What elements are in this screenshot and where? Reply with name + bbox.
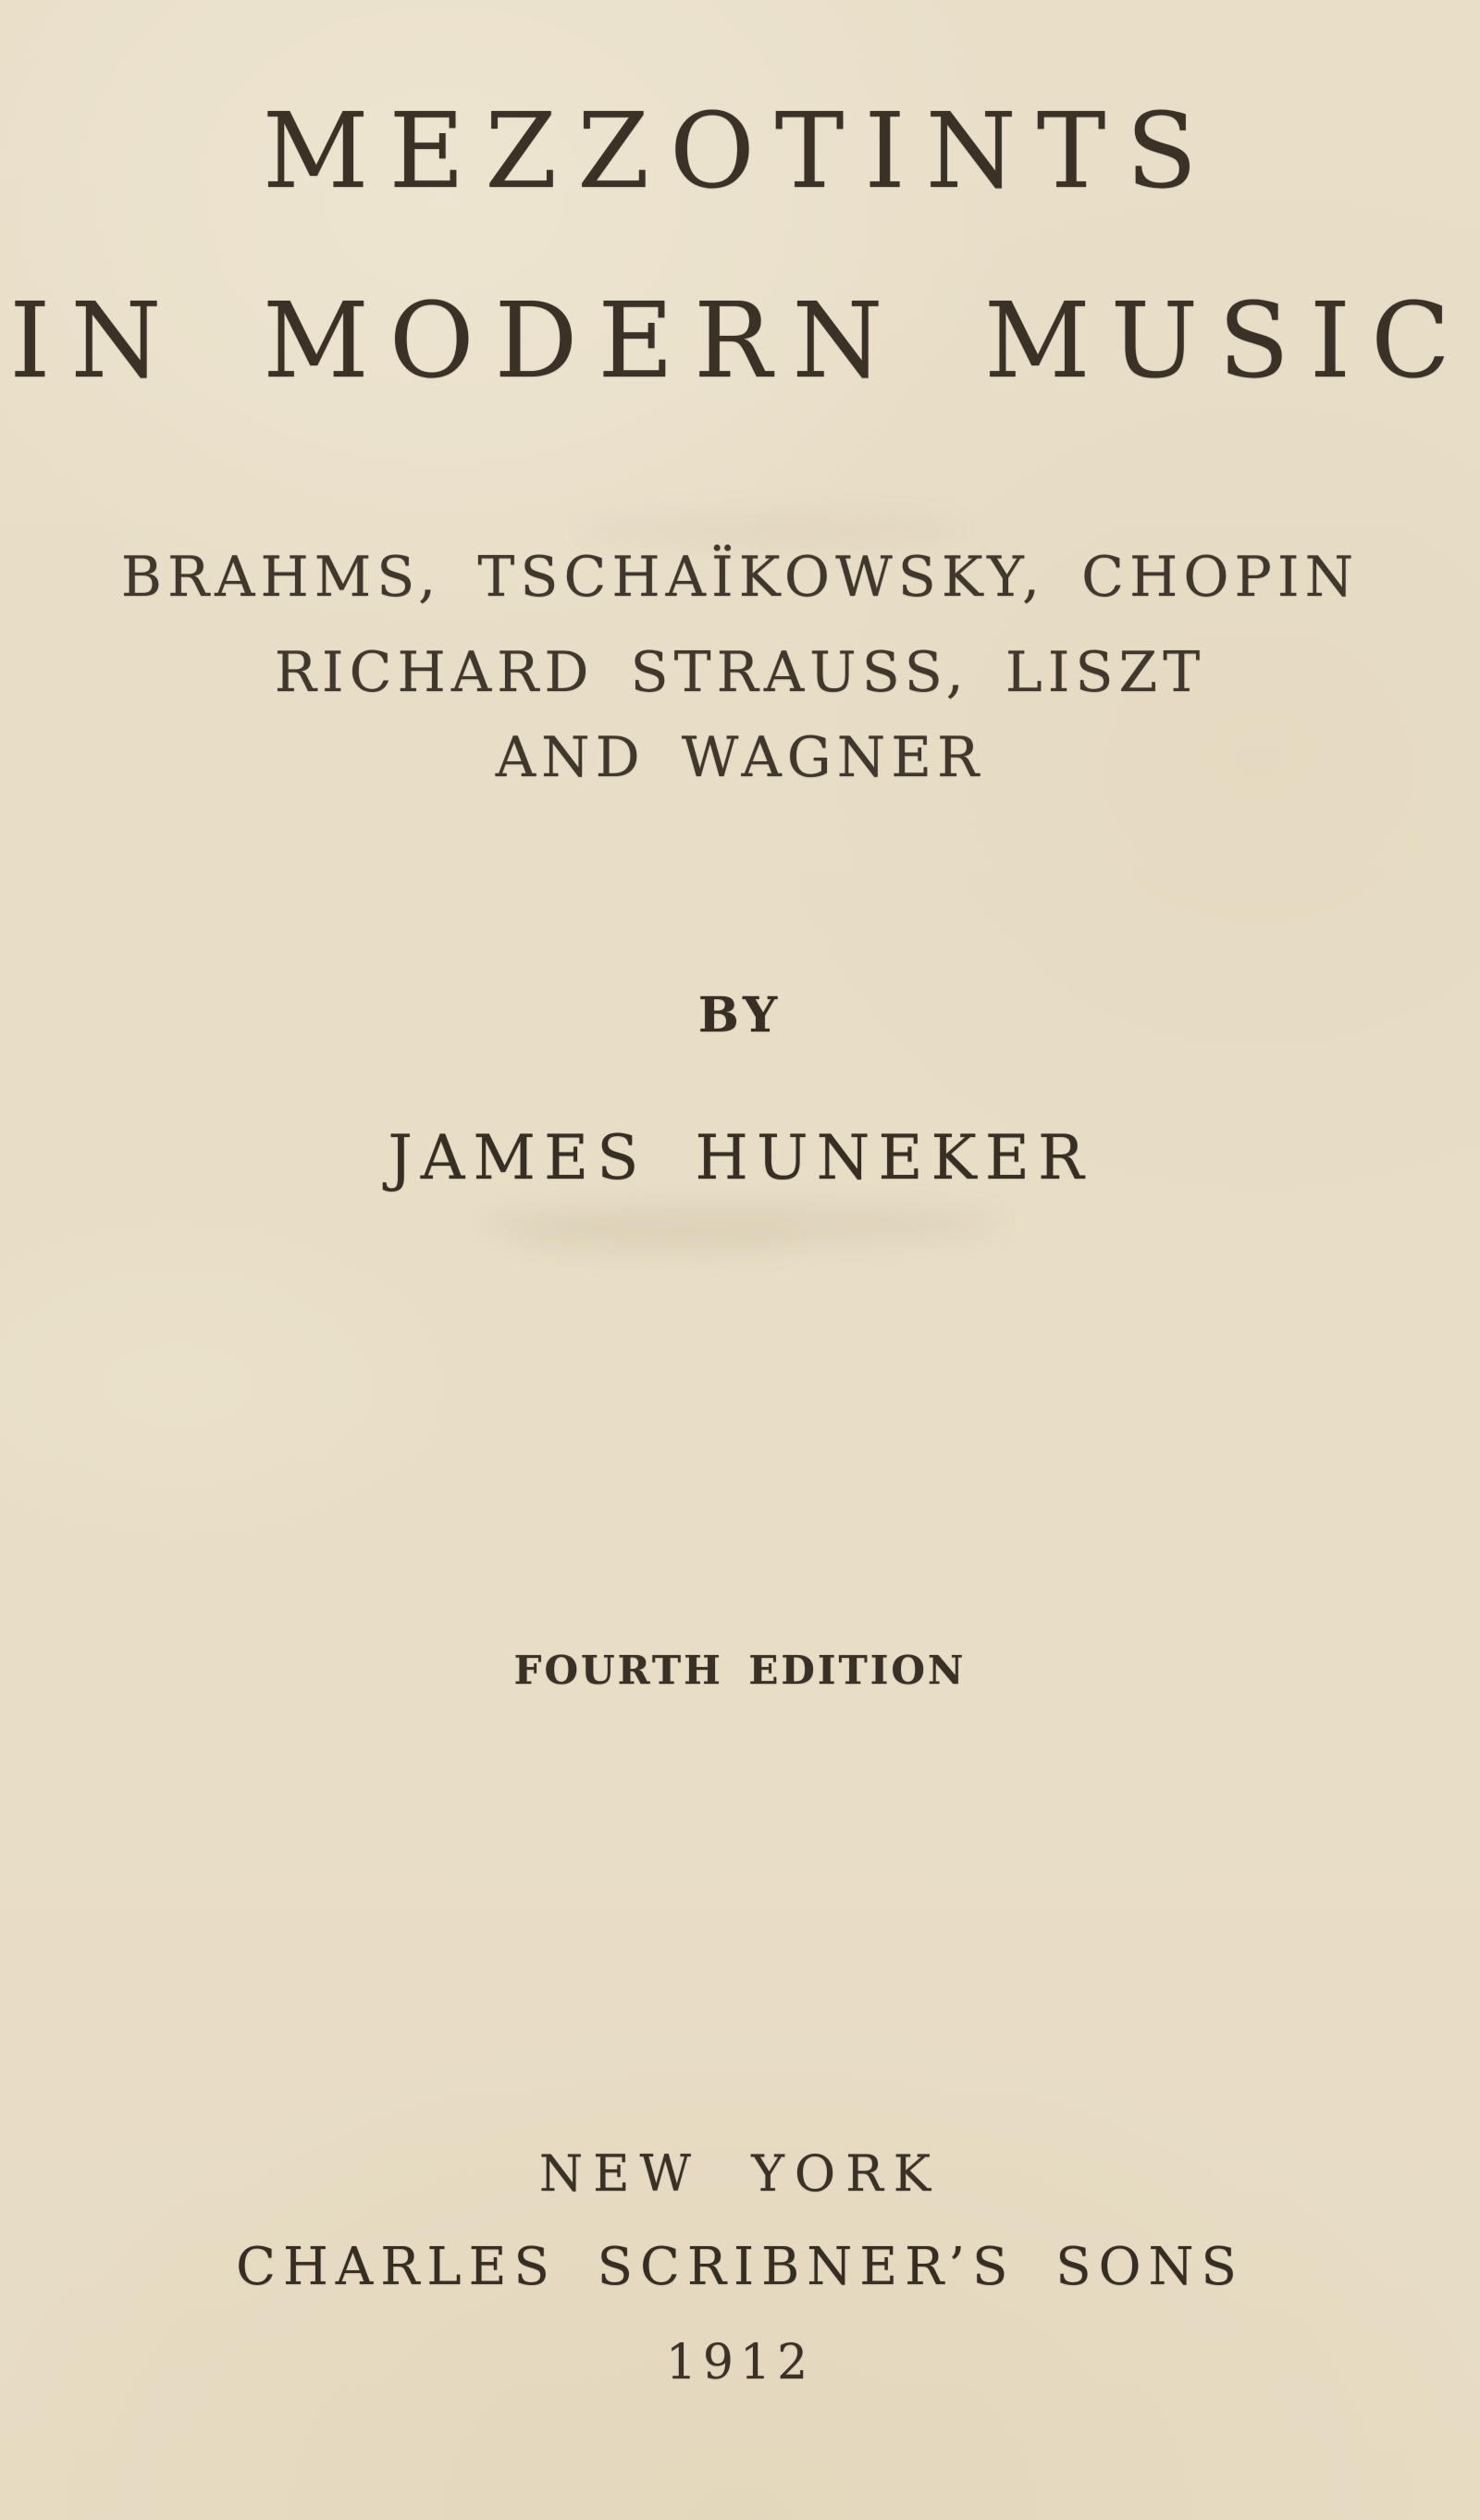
subtitle-composers-line-3: AND WAGNER — [495, 725, 985, 790]
ink-showthrough-smudge — [518, 1230, 796, 1254]
book-title-line-1: MEZZOTINTS — [262, 92, 1218, 212]
imprint-publisher: CHARLES SCRIBNER’S SONS — [236, 2237, 1244, 2297]
author-name: JAMES HUNEKER — [388, 1122, 1092, 1193]
ink-showthrough-smudge — [481, 1203, 999, 1245]
ink-showthrough-smudge — [574, 514, 962, 546]
imprint-city: NEW YORK — [538, 2144, 942, 2203]
book-title-line-2: IN MODERN MUSIC — [9, 281, 1471, 401]
byline-label: BY — [697, 987, 783, 1044]
imprint-year: 1912 — [665, 2335, 815, 2390]
subtitle-composers-line-2: RICHARD STRAUSS, LISZT — [274, 640, 1206, 705]
subtitle-composers-line-1: BRAHMS, TSCHAÏKOWSKY, CHOPIN — [120, 545, 1360, 610]
edition-statement: FOURTH EDITION — [513, 1648, 967, 1693]
